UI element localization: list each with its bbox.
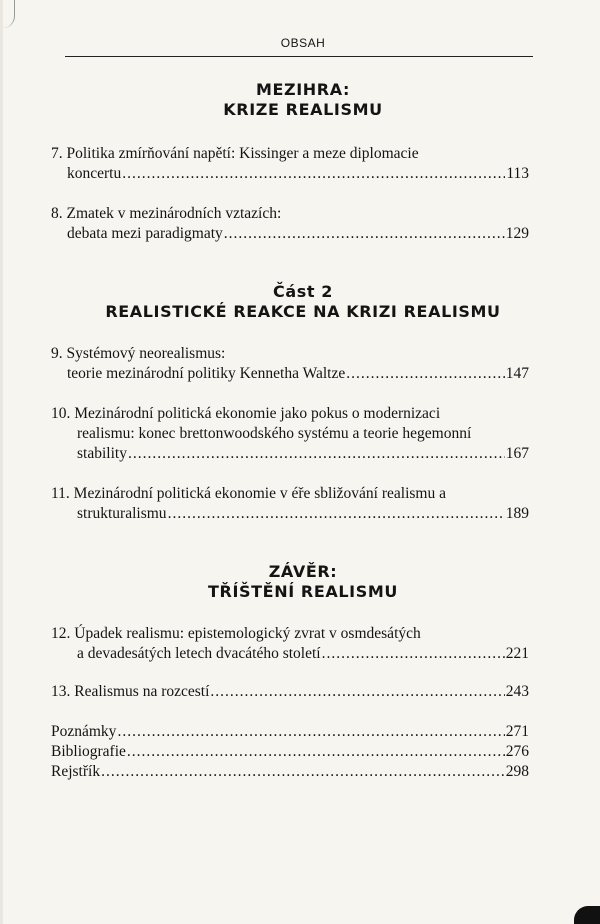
dot-leader (122, 164, 505, 184)
toc-entry-rejstrik[interactable] (51, 762, 529, 782)
dot-leader (168, 504, 505, 524)
toc-entry-8[interactable] (51, 204, 529, 244)
page-number: 147 (505, 365, 529, 382)
entry-title-continued: teorie mezinárodní politiky Kennetha Waltze (67, 365, 346, 382)
entry-title-continued: stability (77, 445, 127, 462)
dot-leader (346, 364, 505, 384)
page-number: 129 (505, 225, 529, 242)
entry-title: 11. Mezinárodní politická ekonomie v éře sbližování realismu a (51, 485, 446, 502)
toc-entry-12[interactable] (51, 624, 529, 664)
entry-title-continued: realismu: konec brettonwoodského systému a teorie hegemonní (77, 425, 472, 442)
toc-entry-poznamky[interactable] (51, 722, 529, 742)
page-number: 243 (505, 683, 529, 700)
entry-title: Rejstřík (51, 763, 101, 780)
dot-leader (210, 682, 504, 702)
running-head: OBSAH (280, 36, 326, 50)
entry-title: Bibliografie (51, 743, 126, 760)
section-heading-mezihra (3, 80, 600, 120)
section-heading-cast-2 (3, 282, 600, 322)
page-number: 189 (505, 505, 529, 522)
page-number: 276 (505, 743, 529, 760)
dot-leader (117, 722, 504, 742)
section-title: REALISTICKÉ REAKCE NA KRIZI REALISMU (105, 302, 501, 321)
section-heading-zaver (3, 562, 600, 602)
page-number: 167 (505, 445, 529, 462)
header-rule (65, 56, 533, 57)
dot-leader (224, 224, 505, 244)
entry-title: 12. Úpadek realismu: epistemologický zvrat v osmdesátých (51, 625, 421, 642)
entry-title: Poznámky (51, 723, 117, 740)
dot-leader (322, 644, 505, 664)
entry-title: 13. Realismus na rozcestí (51, 683, 210, 700)
section-title: KRIZE REALISMU (223, 100, 383, 119)
toc-entry-10[interactable] (51, 404, 529, 464)
entry-title: 9. Systémový neorealismus: (51, 345, 226, 362)
entry-title-continued: strukturalismu (77, 505, 167, 522)
dot-leader (128, 444, 505, 464)
toc-entry-11[interactable] (51, 484, 529, 524)
toc-entry-bibliografie[interactable] (51, 742, 529, 762)
page-corner-mark (3, 0, 15, 28)
section-title: TŘÍŠTĚNÍ REALISMU (208, 582, 398, 601)
page-number: 271 (505, 723, 529, 740)
entry-title: 8. Zmatek v mezinárodních vztazích: (51, 205, 282, 222)
section-label: Část 2 (272, 282, 333, 301)
dot-leader (101, 762, 505, 782)
page-number: 221 (505, 645, 529, 662)
entry-title-continued: a devadesátých letech dvacátého století (77, 645, 321, 662)
page-corner-shadow (574, 906, 600, 924)
page-number: 113 (506, 165, 529, 182)
entry-title-continued: debata mezi paradigmaty (67, 225, 223, 242)
page-number: 298 (505, 763, 529, 780)
toc-entry-13[interactable] (51, 682, 529, 702)
entry-title-continued: koncertu (67, 165, 122, 182)
toc-entry-9[interactable] (51, 344, 529, 384)
section-label: MEZIHRA: (256, 80, 350, 99)
toc-entry-7[interactable] (51, 144, 529, 184)
entry-title: 7. Politika zmírňování napětí: Kissinger a meze diplomacie (51, 145, 419, 162)
dot-leader (127, 742, 505, 762)
entry-title: 10. Mezinárodní politická ekonomie jako pokus o modernizaci (51, 405, 441, 422)
section-label: ZÁVĚR: (268, 562, 338, 581)
